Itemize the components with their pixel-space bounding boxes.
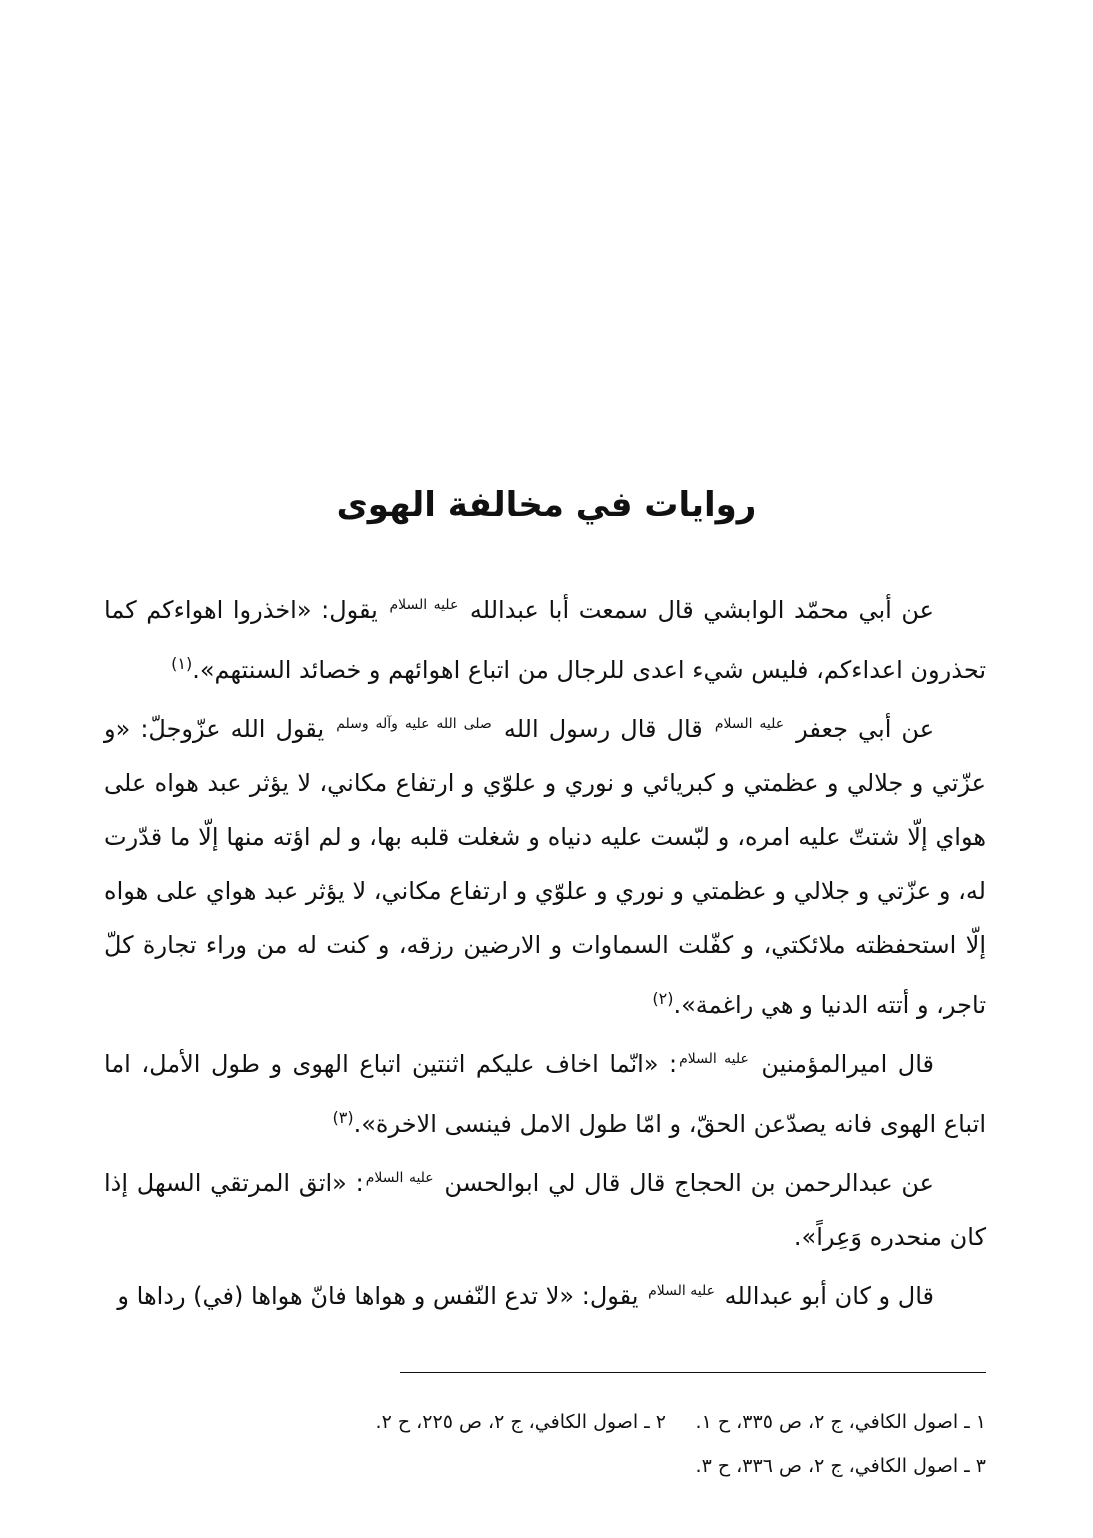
paragraph-3-text-a: قال اميرالمؤمنين (761, 1050, 934, 1078)
prophet-honorific-mark: صلى الله عليه وآله وسلم (336, 716, 492, 732)
imam-honorific-mark: عليه السلام (365, 1170, 434, 1186)
paragraph-4-text-b: : «اتق المرتقي السهل إذا كان منحدره وَعِراً». (104, 1169, 986, 1251)
paragraph-5-text-b: يقول: «لا تدع النّفس و هواها فانّ هواها (في) رداها و (117, 1282, 639, 1310)
paragraph-2 (104, 697, 986, 1032)
paragraph-2-text-b: قال قال رسول الله (503, 715, 703, 743)
paragraph-3-text-b: : «انّما اخاف عليكم اثنتين اتباع الهوى و طول الأمل، اما اتباع الهوى فانه يصدّعن الحقّ، و امّا طول الامل فينسى الاخرة». (104, 1050, 986, 1138)
paragraph-1-text-b: يقول: «اخذروا اهواءكم كما تحذرون اعداءكم، فليس شيء اعدى للرجال من اتباع اهوائهم و خصائد السنتهم». (104, 596, 986, 684)
paragraph-2-text-a: عن أبي جعفر (796, 715, 935, 743)
paragraph-1 (104, 578, 986, 697)
footnote-ref-1: (١) (171, 654, 193, 673)
paragraph-2-text-c: يقول الله عزّوجلّ: «و عزّتي و جلالي و عظمتي و كبريائي و نوري و علوّي و ارتفاع مكاني، لا يؤثر عبد هواه على هواي إلّا شتتّ عليه امره، و لبّست عليه دنياه و شغلت قلبه بها، و لم اؤته منها إلّا ما قدّرت له، و عزّتي و جلالي و عظمتي و نوري و علوّي و ارتفاع مكاني، لا يؤثر عبد هواي على هواه إلّا استحفظته ملائكتي، و كفّلت السماوات و الارضين رزقه، و كنت له من وراء تجارة كلّ تاجر، و أتته الدنيا و هي راغمة». (104, 715, 986, 1019)
imam-honorific-mark: عليه السلام (648, 1283, 715, 1299)
paragraph-5 (104, 1264, 986, 1323)
page-title: روايات في مخالفة الهوى (336, 484, 757, 525)
footnotes (104, 1400, 986, 1488)
paragraph-4-text-a: عن عبدالرحمن بن الحجاج قال قال لي ابوالحسن (444, 1169, 934, 1197)
paragraph-5-text-a: قال و كان أبو عبدالله (724, 1282, 934, 1310)
footnote-2: ٢ ـ اصول الكافي، ج ٢، ص ٢٢٥، ح ٢. (375, 1411, 666, 1433)
paragraph-4 (104, 1151, 986, 1264)
footnote-row (104, 1400, 986, 1444)
footnote-3: ٣ ـ اصول الكافي، ج ٢، ص ٣٣٦، ح ٣. (695, 1455, 986, 1477)
footnote-ref-3: (٣) (332, 1108, 354, 1127)
body-text (104, 578, 986, 1323)
imam-honorific-mark: عليه السلام (679, 1051, 749, 1067)
footnote-ref-2: (٢) (652, 989, 674, 1008)
imam-honorific-mark: عليه السلام (714, 716, 785, 732)
footnote-row (104, 1444, 986, 1488)
paragraph-3 (104, 1032, 986, 1151)
paragraph-1-text-a: عن أبي محمّد الوابشي قال سمعت أبا عبدالله (469, 596, 934, 624)
footnote-divider (400, 1372, 986, 1373)
footnote-1: ١ ـ اصول الكافي، ج ٢، ص ٣٣٥، ح ١. (695, 1411, 986, 1433)
imam-honorific-mark: عليه السلام (389, 597, 459, 613)
